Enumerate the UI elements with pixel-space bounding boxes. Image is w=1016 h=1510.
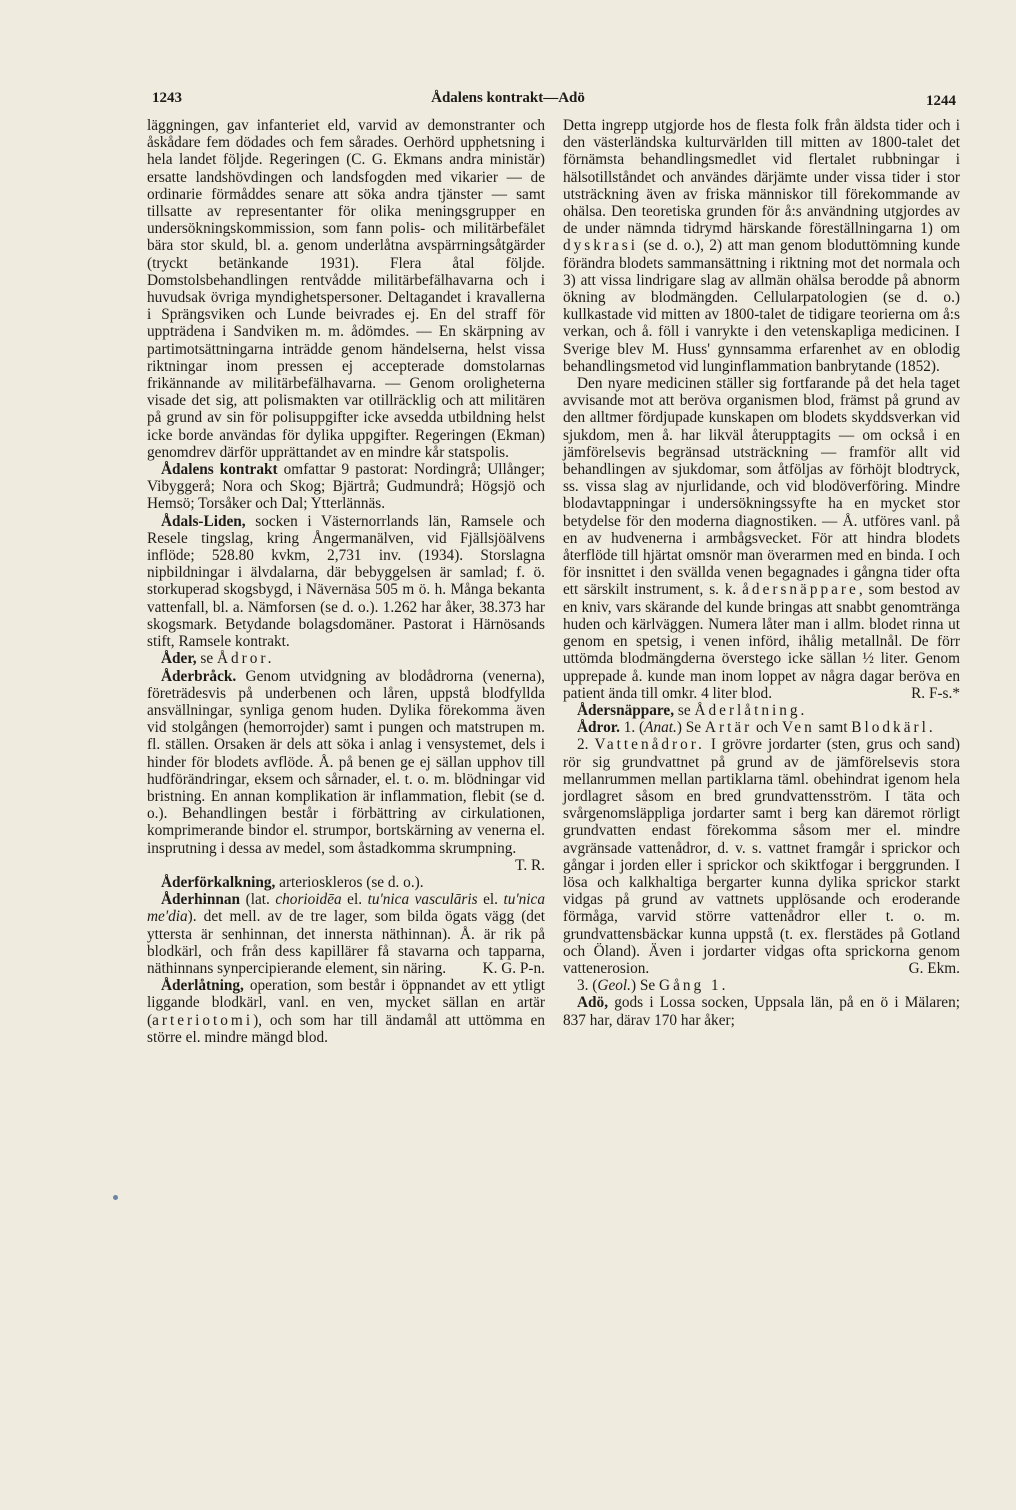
aderlatning-continuation: Detta ingrepp utgjorde hos de flesta folk från äldsta tider och i den västerländska kulturvärlden till mitten av 1800-talet det förnämsta behandlingsmedlet vid flertalet rubbningar i hälsotillståndet och användes därjämte under vissa tider i stor utsträckning även av friska människor till förekommande av ohälsa. Den teoretiska grunden för å:s användning utgjordes av de under nämnda tidrymd härskande föreställningarna 1) om dyskrasi (se d. o.), 2) att man genom bloduttömning kunde förändra blodets sammansättning i riktning mot det normala och 3) att vissa lindrigare slag av allmän ohälsa berodde på abnorm ökning av blodmängden. Cellularpatologien (se d. o.) kullkastade vid mitten av 1800-talet de tidigare teorierna om å:s verkan, och å. föll i vanrykte i den vetenskapliga medicinen. I Sverige blev M. Huss' gynnsamma erfarenhet av en oblodig behandlingsmetod vid lunginflammation banbrytande (1852). bbox=[563, 117, 960, 375]
entry-aderforkalkning: Åderförkalkning, arterioskleros (se d. o.). bbox=[161, 873, 424, 891]
entry-aderlatning: Åderlåtning, operation, som består i öppnandet av ett ytligt liggande blodkärl, vanl. en ven, mycket sällan en artär (arteriotomi), och som har till ändamål att uttömma en större el. mindre mängd blod. bbox=[147, 977, 545, 1046]
margin-mark bbox=[113, 1195, 118, 1200]
entry-continuation: läggningen, gav infanteriet eld, varvid av demonstranter och åskådare fem dödades och fem sårades. Oerhörd upphetsning i hela landet följde. Regeringen (C. G. Ekmans andra ministär) ersatte landshövdingen och landsfogden med vikarier — de ordinarie förmåddes senare att söka andra tjänster — samt tillsatte av representanter för olika meningsgrupper en undersökningskommission, som fann polis- och militärbefälet bära stor skuld, bl. a. genom underlåtna avspärrningsåtgärder (tryckt betänkande 1931). Flera åtal följde. Domstolsbehandlingen rentvådde militärbefälhavarna och i huvudsak övriga myndighetspersoner. Deltagandet i kravallerna i Sprängsviken och Lunde beivrades ej. En del straff för uppträdena i Sandviken m. m. ådömdes. — En skärpning av partimotsättningarna inträdde genom händelserna, helst vissa riktningar inom pressen ej accepterade domstolarnas frikännande av militärbefälhavarna. — Genom oroligheterna visade det sig, att polismakten var otillräcklig och att militären på grund av sin för polisuppgifter icke avsedda utbildning helst icke borde användas för dylika uppgifter. Regeringen (Ekman) genomdrev därför upprättandet av en mindre kår statspolis. bbox=[147, 117, 545, 461]
left-column bbox=[147, 117, 545, 1046]
entry-adersnappare: Ådersnäppare, se Åderlåtning. bbox=[577, 701, 808, 719]
right-column bbox=[563, 117, 960, 1029]
entry-adror: Ådror. 1. (Anat.) Se Artär och Ven samt Blodkärl. bbox=[577, 719, 936, 737]
entry-adror-geol: 3. (Geol.) Se Gång 1. bbox=[577, 977, 729, 995]
entry-ado: Adö, gods i Lossa socken, Uppsala län, på en ö i Mälaren; 837 har, därav 170 har åker; bbox=[563, 994, 960, 1029]
entry-adals-liden: Ådals-Liden, socken i Västernorrlands län, Ramsele och Resele tingslag, kring Ångermanälven, vid Fjällsjöälvens inflöde; 528.80 kvkm, 2,731 inv. (1934). Storslagna nipbildningar i älvdalarna, där bebyggelsen är samlad; f. ö. storkuperad skogsbygd, i Nävernäsa 505 m ö. h. Många bekanta vattenfall, bl. a. Nämforsen (se d. o.). 1.262 har åker, 38.373 har skogsmark. Betydande bolagsdomäner. Pastorat i Härnösands stift, Ramsele kontrakt. bbox=[147, 512, 545, 651]
entry-adalens-kontrakt: Ådalens kontrakt omfattar 9 pastorat: Nordingrå; Ullånger; Vibyggerå; Nora och Skog; Bjärtrå; Gudmundrå; Högsjö och Hemsö; Torsåker och Dal; Ytterlännäs. bbox=[147, 461, 545, 513]
entry-aderhinnan: Åderhinnan (lat. chorioidēa el. tu'nica vasculāris el. tu'nica me'dia). det mell. av de tre lager, som bilda ögats vägg (det yttersta är senhinnan, det innersta näthinnan). Å. är rik på blodkärl, och från dess kapillärer få stavarna och tapparna, näthinnans synpercipierande element, sin näring. K. G. P-n. bbox=[147, 891, 545, 977]
entry-vattenadror: 2. Vattenådror. I grövre jordarter (sten, grus och sand) rör sig grundvattnet på grund av de jämförelsevis stora mellanrummen mellan partiklarna täml. obehindrat igenom hela jordlagret såsom en bred grundvattensström. I täta och svårgenomsläppliga jordarter samt i berg kan däremot rörligt grundvatten endast förekomma såsom mer el. mindre avgränsade vattenådror, d. v. s. vattnet framgår i sprickor och gångar i jorden eller i sprickor och skiktfogar i berggrunden. I lösa och kalkhaltiga bergarter kunna dylika sprickor starkt vidgas på grund av vattnets upplösande och eroderande förmåga, varvid större vattenådror eller t. o. m. grundvattensbäckar kunna uppstå (t. ex. flerstädes på Gotland och Öland). Även i jordarter vidgas ofta sprickorna genom vattenerosion. G. Ekm. bbox=[563, 736, 961, 977]
page-number-left: 1243 bbox=[152, 90, 182, 106]
entry-aderbrack: Åderbråck. Genom utvidgning av blodådrorna (venerna), företrädesvis på underbenen och låren, uppstå blodfyllda ansvällningar, synliga genom huden. Dylika förekomma även vid stolgången (hemorrojder) samt i pungen och matstrupen m. fl. ställen. Orsaken är dels att söka i anlag i vensystemet, dels i hinder för blodets avflöde. Å. på benen ge ej sällan upphov till hudförändringar, eksem och sårnader, el. t. o. m. blödningar vid bristning. En annan komplikation är inflammation, flebit (se d. o.). Behandlingen består i förbättring av cirkulationen, komprimerande bindor el. strumpor, bortskärning av venerna el. insprutning i dessa av medel, som åstadkomma skrumpning. T. R. bbox=[147, 667, 545, 874]
running-title: Ådalens kontrakt—Adö bbox=[431, 90, 585, 106]
entry-ader: Åder, se Ådror. bbox=[161, 650, 275, 668]
aderlatning-modern: Den nyare medicinen ställer sig fortfarande på det hela taget avvisande mot att beröva organismen blod, främst på grund av den alltmer fördjupade kunskapen om blodets skyddsverkan vid sjukdom, men å. har likväl återupptagits — om också i en jämförelsevis begränsad utsträckning — framför allt vid behandlingen av sjukdomar, som åtföljas av förhöjt blodtryck, ss. vissa slag av njurlidande, och vid blodöverföring. Mindre blodavtappningar i undersökningssyfte ha en mycket stor betydelse för den moderna diagnostiken. — Å. utföres vanl. på en av hudvenerna i armbågsvecket. För att hindra blodets återflöde till hjärtat omsnör man överarmen med en binda. I och för insnittet i den svällda venen begagnades i gångna tider ofta ett särskilt instrument, s. k. ådersnäppare, som bestod av en kniv, vars skärande del kunde bringas att snabbt genomtränga huden och kärlväggen. Numera låter man i allm. blodet rinna ut genom en spetsig, i venen införd, ihålig metallnål. De förr uttömda blodmängderna överstego icke sällan ½ liter. Genom upprepade å. kunde man inom loppet av några dagar beröva en patient ända till omkr. 4 liter blod. R. F-s.* bbox=[563, 375, 960, 702]
page-number-right: 1244 bbox=[926, 93, 956, 109]
